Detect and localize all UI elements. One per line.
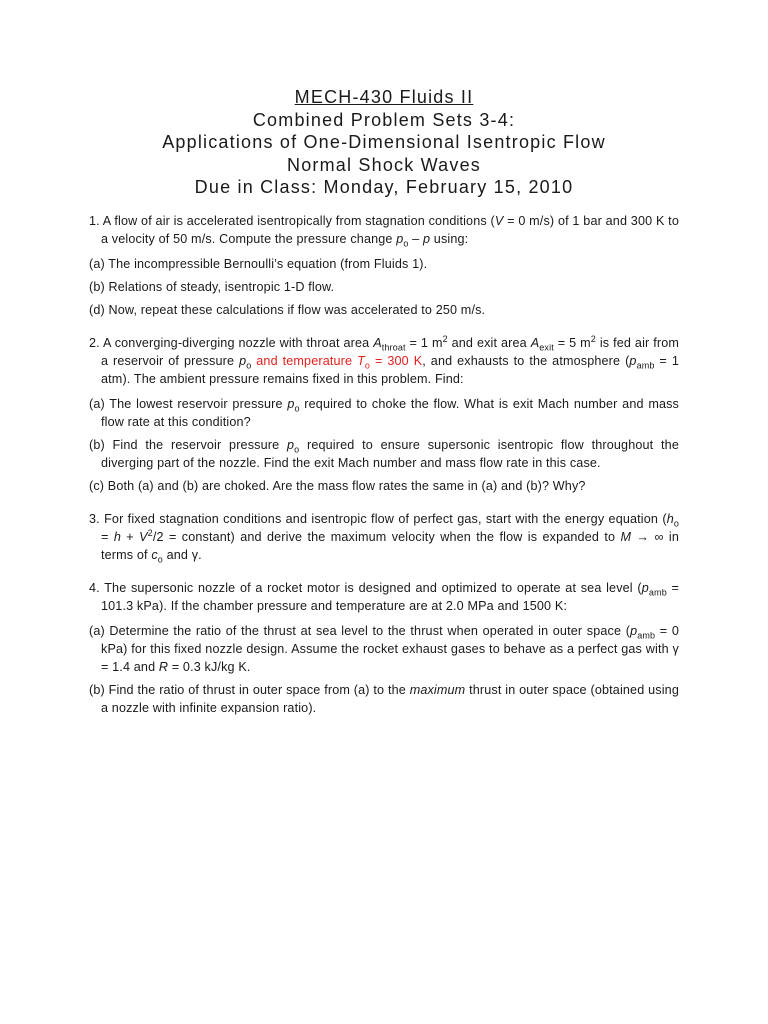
problem-1d: (d) Now, repeat these calculations if flow was accelerated to 250 m/s. xyxy=(89,303,486,317)
problem-1-statement: 1. A flow of air is accelerated isentropically from stagnation conditions (V = 0 m/s) of 1 bar and 300 K to a velocity of 50 m/s. Compute the pressure change $p_o$ – p using: xyxy=(89,214,679,249)
problem-list xyxy=(89,212,679,717)
topic-subtitle: Normal Shock Waves xyxy=(287,154,481,175)
problem-2c: (c) Both (a) and (b) are choked. Are the mass flow rates the same in (a) and (b)? Why? xyxy=(89,479,586,493)
problem-4b: (b) Find the ratio of thrust in outer space from (a) to the maximum thrust in outer space (obtained using a nozzle with infinite expansion ratio). xyxy=(89,683,679,715)
problem-4a: (a) Determine the ratio of the thrust at sea level to the thrust when operated in outer space ($p_{amb} = 0$ kPa) for this fixed nozzle design. Assume the rocket exhaust gases to behave as a perfect gas with γ = 1.4 and R = 0.3 kJ/kg K. xyxy=(89,624,679,674)
problem-2-statement: 2. A converging-diverging nozzle with throat area $A_{throat} = 1$ $m^2$ and exit area $A_{exit} = 5$ $m^2$ is fed air from a reservoir of pressure $p_o$ and temperature $T_o = 300$ K, and exhausts to the atmosphere ($p_{amb} = 1$ atm). The ambient pressure remains fixed in this problem. Find: xyxy=(89,333,680,386)
highlighted-text: and temperature $T_o = 300$ K xyxy=(251,354,423,371)
problem-2b: (b) Find the reservoir pressure $p_o$ required to ensure supersonic isentropic flow throughout the diverging part of the nozzle. Find the exit Mach number and mass flow rate in this case. xyxy=(89,438,679,470)
problem-1a: (a) The incompressible Bernoulli’s equation (from Fluids 1). xyxy=(89,257,428,271)
problem-3-statement: 3. For fixed stagnation conditions and isentropic flow of perfect gas, start with the energy equation ($h_o = h + V^2/2$ = constant) and derive the maximum velocity when the flow is expanded to M → ∞ in terms of $c_o$ and γ. xyxy=(89,512,679,565)
problem-1b: (b) Relations of steady, isentropic 1-D flow. xyxy=(89,280,335,294)
topic-title: Applications of One-Dimensional Isentropic Flow xyxy=(162,132,606,152)
course-title: MECH-430 Fluids II xyxy=(294,87,474,107)
document-header xyxy=(0,86,768,199)
problem-4-statement: 4. The supersonic nozzle of a rocket motor is designed and optimized to operate at sea level ($p_{amb} = 101.3$ kPa). If the chamber pressure and temperature are at 2.0 MPa and 1500 K: xyxy=(89,581,679,613)
problem-set-title: Combined Problem Sets 3-4: xyxy=(252,109,516,130)
problem-2a: (a) The lowest reservoir pressure $p_o$ required to choke the flow. What is exit Mach number and mass flow rate at this condition? xyxy=(89,397,680,429)
due-date: Due in Class: Monday, February 15, 2010 xyxy=(194,177,574,197)
